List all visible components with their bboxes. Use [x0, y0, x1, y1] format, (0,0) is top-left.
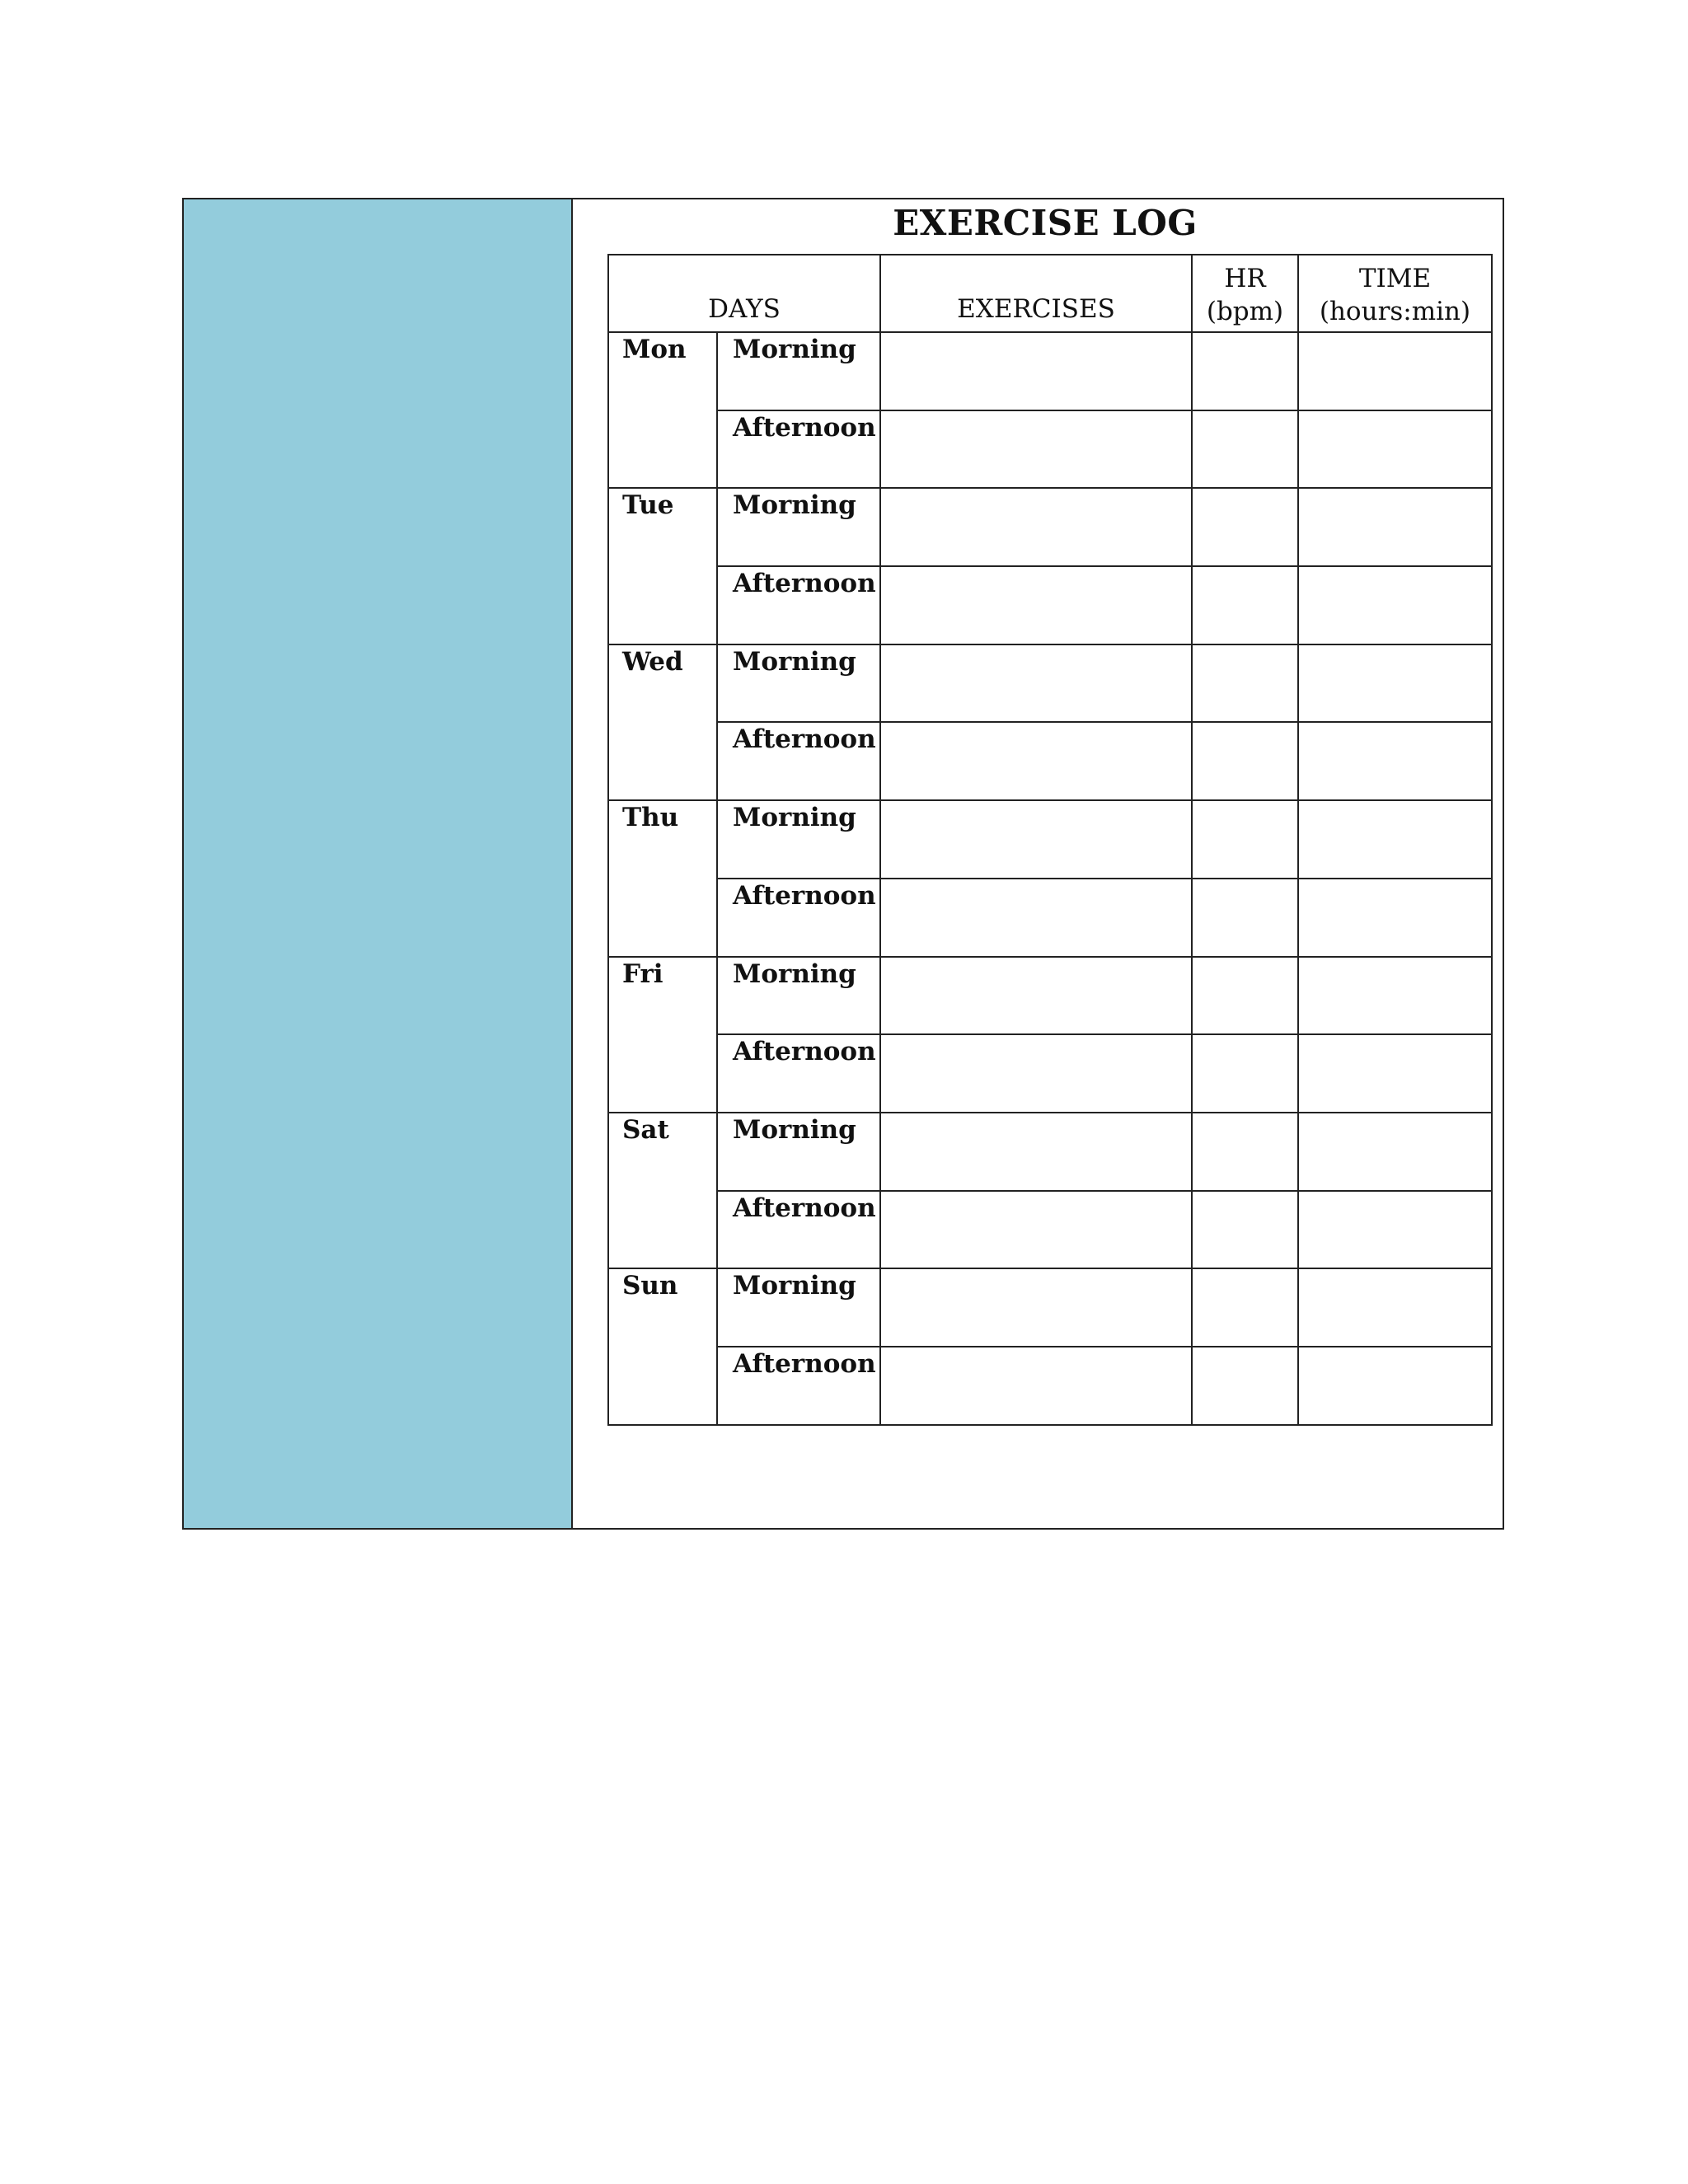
exercise-cell[interactable] [880, 410, 1192, 489]
table-row [608, 644, 1492, 723]
exercise-cell[interactable] [880, 644, 1192, 723]
time-cell[interactable] [1298, 722, 1492, 800]
log-content [573, 199, 1503, 1528]
table-row [608, 800, 1492, 879]
time-cell[interactable] [1298, 1191, 1492, 1269]
table-header-row [608, 255, 1492, 332]
time-cell[interactable] [1298, 332, 1492, 410]
hr-cell[interactable] [1192, 879, 1298, 957]
table-row [608, 410, 1492, 489]
hr-cell[interactable] [1192, 1191, 1298, 1269]
table-row [608, 332, 1492, 410]
time-cell[interactable] [1298, 1347, 1492, 1425]
slot-label: Afternoon [717, 410, 880, 489]
table-row [608, 1347, 1492, 1425]
slot-label: Afternoon [717, 1034, 880, 1113]
hr-cell[interactable] [1192, 1268, 1298, 1347]
day-label: Wed [608, 644, 717, 800]
time-cell[interactable] [1298, 800, 1492, 879]
exercise-cell[interactable] [880, 1113, 1192, 1191]
time-cell[interactable] [1298, 410, 1492, 489]
time-cell[interactable] [1298, 1268, 1492, 1347]
page-title: EXERCISE LOG [893, 203, 1198, 243]
slot-label: Afternoon [717, 722, 880, 800]
exercise-log-table [607, 254, 1493, 1426]
exercise-cell[interactable] [880, 332, 1192, 410]
slot-label: Afternoon [717, 566, 880, 644]
day-label: Sun [608, 1268, 717, 1424]
table-row [608, 722, 1492, 800]
hr-cell[interactable] [1192, 800, 1298, 879]
hr-header: HR (bpm) [1192, 255, 1298, 332]
slot-label: Afternoon [717, 879, 880, 957]
time-cell[interactable] [1298, 644, 1492, 723]
hr-cell[interactable] [1192, 566, 1298, 644]
side-color-panel [184, 199, 573, 1528]
table-row [608, 488, 1492, 566]
hr-cell[interactable] [1192, 488, 1298, 566]
hr-cell[interactable] [1192, 332, 1298, 410]
table-row [608, 566, 1492, 644]
day-label: Thu [608, 800, 717, 956]
days-header: DAYS [608, 255, 880, 332]
time-cell[interactable] [1298, 1034, 1492, 1113]
time-cell[interactable] [1298, 488, 1492, 566]
time-cell[interactable] [1298, 1113, 1492, 1191]
slot-label: Morning [717, 1268, 880, 1347]
exercise-cell[interactable] [880, 1347, 1192, 1425]
day-label: Fri [608, 957, 717, 1113]
time-cell[interactable] [1298, 957, 1492, 1035]
table-row [608, 1113, 1492, 1191]
hr-cell[interactable] [1192, 722, 1298, 800]
table-row [608, 1268, 1492, 1347]
day-label: Mon [608, 332, 717, 488]
exercise-cell[interactable] [880, 1268, 1192, 1347]
slot-label: Afternoon [717, 1191, 880, 1269]
slot-label: Morning [717, 644, 880, 723]
time-cell[interactable] [1298, 566, 1492, 644]
time-cell[interactable] [1298, 879, 1492, 957]
table-row [608, 1191, 1492, 1269]
table-row [608, 957, 1492, 1035]
exercise-cell[interactable] [880, 1034, 1192, 1113]
exercise-cell[interactable] [880, 1191, 1192, 1269]
exercise-cell[interactable] [880, 566, 1192, 644]
table-row [608, 1034, 1492, 1113]
slot-label: Morning [717, 332, 880, 410]
exercise-log-frame [182, 198, 1504, 1530]
exercise-cell[interactable] [880, 800, 1192, 879]
day-label: Sat [608, 1113, 717, 1268]
exercise-cell[interactable] [880, 722, 1192, 800]
log-body [608, 332, 1492, 1425]
exercise-cell[interactable] [880, 957, 1192, 1035]
slot-label: Morning [717, 957, 880, 1035]
exercise-cell[interactable] [880, 488, 1192, 566]
day-label: Tue [608, 488, 717, 644]
table-row [608, 879, 1492, 957]
slot-label: Morning [717, 800, 880, 879]
slot-label: Morning [717, 488, 880, 566]
hr-cell[interactable] [1192, 1113, 1298, 1191]
time-header: TIME (hours:min) [1298, 255, 1492, 332]
hr-cell[interactable] [1192, 1347, 1298, 1425]
hr-cell[interactable] [1192, 1034, 1298, 1113]
exercises-header: EXERCISES [880, 255, 1192, 332]
hr-cell[interactable] [1192, 644, 1298, 723]
slot-label: Morning [717, 1113, 880, 1191]
slot-label: Afternoon [717, 1347, 880, 1425]
exercise-cell[interactable] [880, 879, 1192, 957]
hr-cell[interactable] [1192, 957, 1298, 1035]
hr-cell[interactable] [1192, 410, 1298, 489]
